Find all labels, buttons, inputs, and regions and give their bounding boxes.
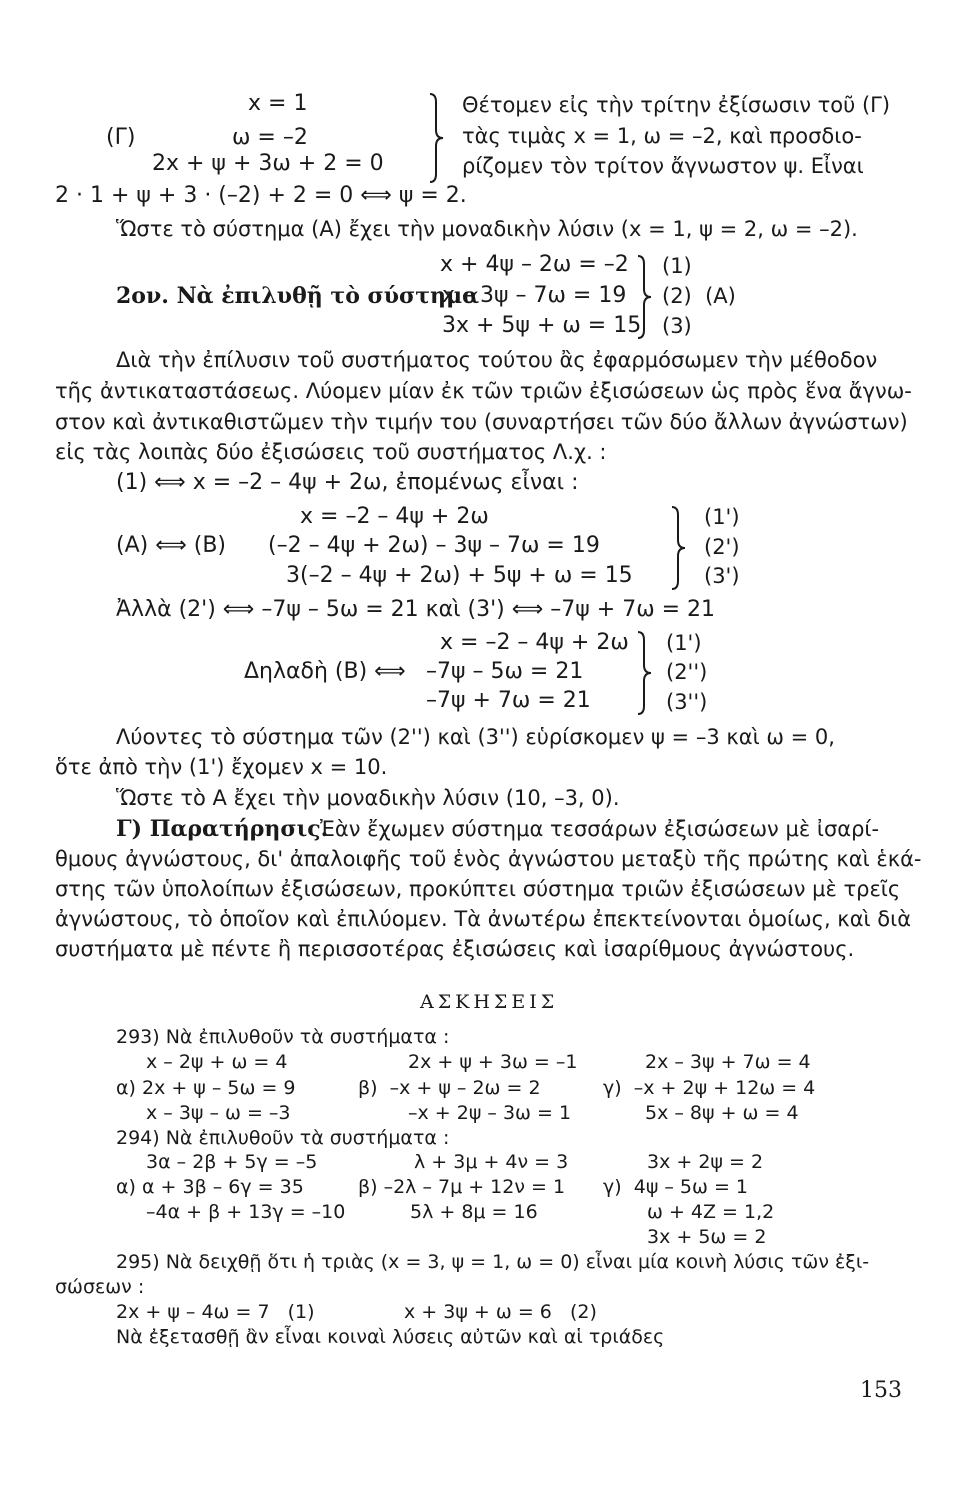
ex293-heading: 293) Νὰ ἐπιλυθοῦν τὰ συστήματα : <box>116 1026 450 1048</box>
eq-system-c-3: –7ψ + 7ω = 21 <box>426 688 591 713</box>
eq-system-a-3: 3x + 5ψ + ω = 15 <box>442 313 642 338</box>
para-line-1: Διὰ τὴν ἐπίλυσιν τοῦ συστήματος τούτου ἂς ἐφαρμόσωμεν τὴν μέθοδον <box>116 348 878 372</box>
eq-system-a-1: x + 4ψ – 2ω = –2 <box>440 252 629 277</box>
num-2-a: (2) (Α) <box>662 284 736 308</box>
eq-system-c-1: x = –2 – 4ψ + 2ω <box>440 630 629 655</box>
ex294-c1: 3x + 2ψ = 2 <box>647 1151 764 1173</box>
calc-line: 2 · 1 + ψ + 3 · (–2) + 2 = 0 ⟺ ψ = 2. <box>55 183 467 208</box>
brace-system-b <box>670 505 688 591</box>
substitution-line: (1) ⟺ x = –2 – 4ψ + 2ω, ἐπομένως εἶναι : <box>116 470 579 495</box>
ex293-a1: x – 2ψ + ω = 4 <box>146 1051 288 1073</box>
solve-line-1: Λύοντες τὸ σύστημα τῶν (2'') καὶ (3'') εὑρίσκομεν ψ = –3 καὶ ω = 0, <box>116 725 835 749</box>
note-line-1: Θέτομεν εἰς τὴν τρίτην ἐξίσωσιν τοῦ (Γ) <box>462 93 891 117</box>
num-1: (1) <box>662 254 692 278</box>
ex294-a2: α) α + 3β – 6γ = 35 <box>116 1176 304 1198</box>
remark-heading: Γ) Παρατήρησις. <box>116 816 329 842</box>
num-3: (3) <box>662 314 692 338</box>
ex293-a3: x – 3ψ – ω = –3 <box>146 1102 291 1124</box>
brace-system-a <box>636 254 654 340</box>
ex293-a2: α) 2x + ψ – 5ω = 9 <box>116 1077 296 1099</box>
solve-line-3: Ὥστε τὸ Α ἔχει τὴν μοναδικὴν λύσιν (10, –3, 0). <box>116 786 620 810</box>
eq-system-b-1: x = –2 – 4ψ + 2ω <box>300 504 489 529</box>
num-3-prime: (3') <box>704 564 740 588</box>
para-line-4: εἰς τὰς λοιπὰς δύο ἐξισώσεις τοῦ συστήματος Λ.χ. : <box>55 440 607 464</box>
remark-line-5: συστήματα μὲ πέντε ἢ περισσοτέρας ἐξισώσεις καὶ ἰσαρίθμους ἀγνώστους. <box>55 937 855 961</box>
ex295-line-1: 295) Νὰ δειχθῇ ὅτι ἡ τριὰς (x = 3, ψ = 1, ω = 0) εἶναι μία κοινὴ λύσις τῶν ἐξι- <box>116 1251 870 1273</box>
num-1-prime-c: (1') <box>666 631 702 655</box>
system-label-gamma: (Γ) <box>106 125 136 150</box>
but-line: Ἀλλὰ (2') ⟺ –7ψ – 5ω = 21 καὶ (3') ⟺ –7ψ + 7ω = 21 <box>116 597 716 622</box>
ex293-c2: γ) –x + 2ψ + 12ω = 4 <box>603 1077 816 1099</box>
para-line-3: στον καὶ ἀντικαθιστῶμεν τὴν τιμήν του (συναρτήσει τῶν δύο ἄλλων ἀγνώστων) <box>55 410 908 434</box>
num-3-double-prime: (3'') <box>666 690 708 714</box>
equivalence-label-b: Δηλαδὴ (Β) ⟺ <box>244 659 406 684</box>
remark-line-4: ἀγνώστους, τὸ ὁποῖον καὶ ἐπιλύομεν. Τὰ ἀνωτέρω ἐπεκτείνονται ὁμοίως, καὶ διὰ <box>55 907 912 931</box>
ex293-b2: β) –x + ψ – 2ω = 2 <box>358 1077 541 1099</box>
ex294-b1: λ + 3μ + 4ν = 3 <box>414 1151 569 1173</box>
eq-x-equals-1: x = 1 <box>248 91 308 116</box>
num-2-double-prime: (2'') <box>666 660 708 684</box>
ex295-line-3: Νὰ ἐξετασθῇ ἂν εἶναι κοιναὶ λύσεις αὐτῶν καὶ αἱ τριάδες <box>116 1326 665 1348</box>
eq-system-a-2: x – 3ψ – 7ω = 19 <box>442 283 627 308</box>
num-2-prime: (2') <box>704 535 740 559</box>
page-number: 153 <box>860 1378 902 1403</box>
eq-omega-equals: ω = –2 <box>232 125 308 150</box>
note-line-2: τὰς τιμὰς x = 1, ω = –2, καὶ προσδιο- <box>462 124 862 148</box>
ex294-heading: 294) Νὰ ἐπιλυθοῦν τὰ συστήματα : <box>116 1127 450 1149</box>
remark-line-2: θμους ἀγνώστους, δι' ἀπαλοιφῆς τοῦ ἑνὸς ἀγνώστου μεταξὺ τῆς πρώτης καὶ ἑκά- <box>55 847 922 871</box>
ex294-a1: 3α – 2β + 5γ = –5 <box>146 1151 318 1173</box>
result-line: Ὥστε τὸ σύστημα (Α) ἔχει τὴν μοναδικὴν λύσιν (x = 1, ψ = 2, ω = –2). <box>116 217 858 241</box>
exercises-title: ΑΣΚΗΣΕΙΣ <box>420 991 559 1013</box>
equivalence-label-ab: (Α) ⟺ (Β) <box>116 533 226 558</box>
eq-system-b-2: (–2 – 4ψ + 2ω) – 3ψ – 7ω = 19 <box>268 533 600 558</box>
ex293-c1: 2x – 3ψ + 7ω = 4 <box>645 1051 811 1073</box>
brace-gamma <box>428 92 446 184</box>
ex293-b1: 2x + ψ + 3ω = –1 <box>408 1051 578 1073</box>
ex293-c3: 5x – 8ψ + ω = 4 <box>645 1102 799 1124</box>
eq-gamma-third: 2x + ψ + 3ω + 2 = 0 <box>152 151 384 176</box>
solve-line-2: ὅτε ἀπὸ τὴν (1') ἔχομεν x = 10. <box>55 755 388 779</box>
ex294-b2: β) –2λ – 7μ + 12ν = 1 <box>358 1176 566 1198</box>
remark-line-3: στης τῶν ὑπολοίπων ἐξισώσεων, προκύπτει σύστημα τριῶν ἐξισώσεων μὲ τρεῖς <box>55 877 901 901</box>
ex294-b3: 5λ + 8μ = 16 <box>410 1201 538 1223</box>
brace-system-c <box>636 630 654 716</box>
remark-line-1: Ἐὰν ἔχωμεν σύστημα τεσσάρων ἐξισώσεων μὲ ἰσαρί- <box>320 817 880 841</box>
ex294-c2: γ) 4ψ – 5ω = 1 <box>603 1176 749 1198</box>
ex294-c4: 3x + 5ω = 2 <box>647 1226 767 1248</box>
para-line-2: τῆς ἀντικαταστάσεως. Λύομεν μίαν ἐκ τῶν τριῶν ἐξισώσεων ὡς πρὸς ἕνα ἄγνω- <box>55 379 912 403</box>
ex294-c3: ω + 4Z = 1,2 <box>647 1201 775 1223</box>
eq-system-b-3: 3(–2 – 4ψ + 2ω) + 5ψ + ω = 15 <box>286 563 633 588</box>
num-1-prime: (1') <box>704 505 740 529</box>
ex295-eq-1: 2x + ψ – 4ω = 7 (1) <box>116 1301 315 1323</box>
ex294-a3: –4α + β + 13γ = –10 <box>146 1201 346 1223</box>
note-line-3: ρίζομεν τὸν τρίτον ἄγνωστον ψ. Εἶναι <box>462 154 864 178</box>
ex293-b3: –x + 2ψ – 3ω = 1 <box>408 1102 572 1124</box>
ex295-line-2: σώσεων : <box>55 1276 145 1298</box>
eq-system-c-2: –7ψ – 5ω = 21 <box>426 659 584 684</box>
section-heading-2: 2ον. Νὰ ἐπιλυθῇ τὸ σύστημα <box>116 283 480 309</box>
ex295-eq-2: x + 3ψ + ω = 6 (2) <box>404 1301 597 1323</box>
